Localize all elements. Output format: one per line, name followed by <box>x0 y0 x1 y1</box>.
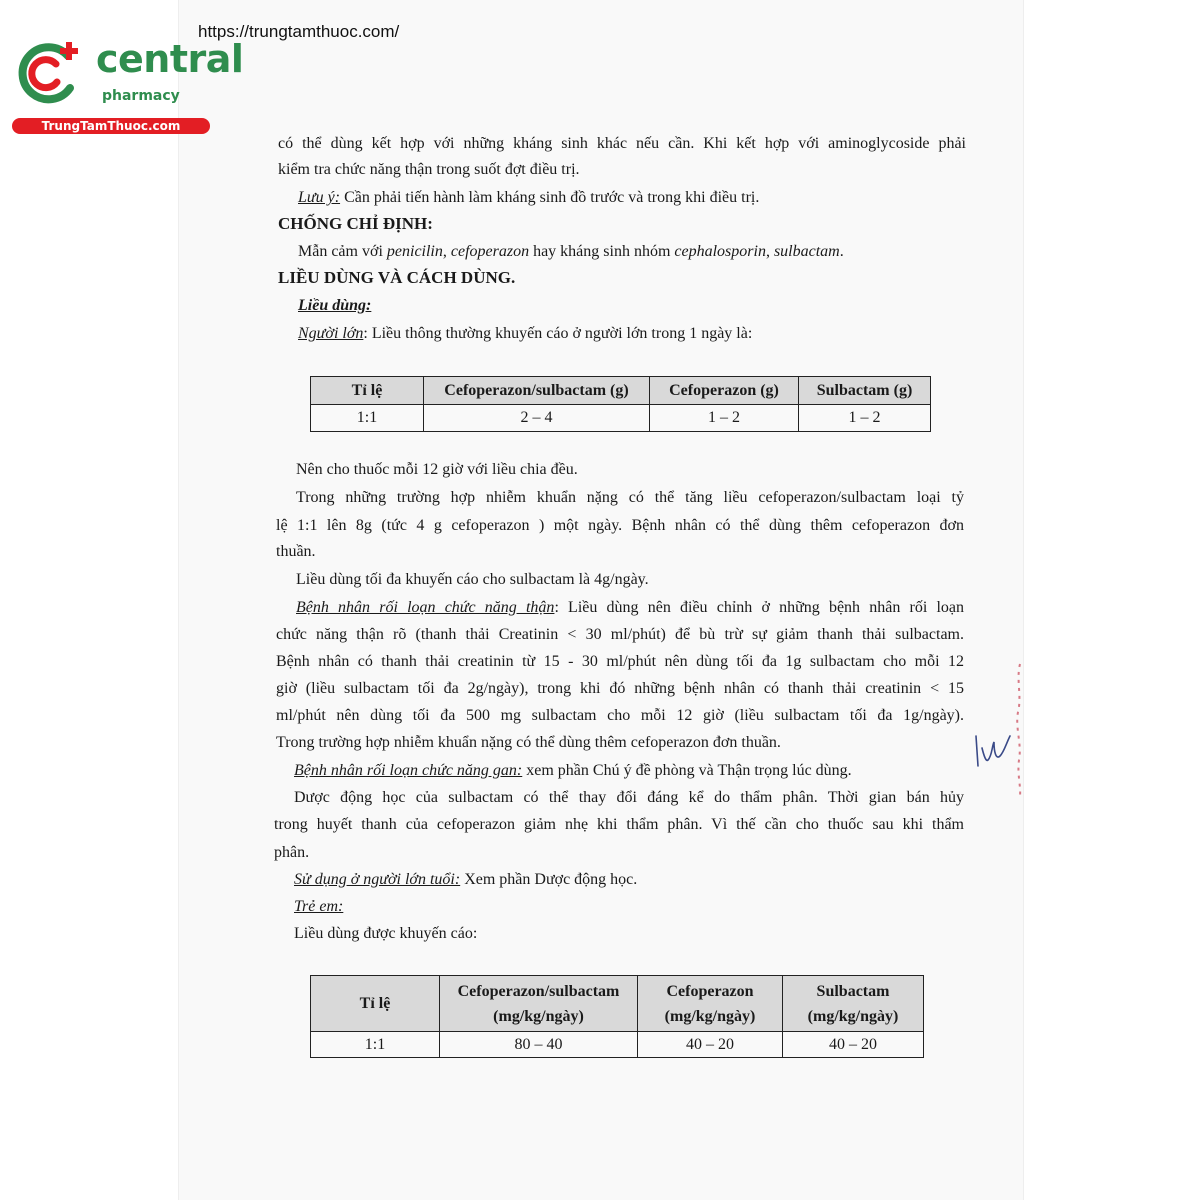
table-cell: 40 – 20 <box>638 1032 783 1058</box>
dosage-heading: LIỀU DÙNG VÀ CÁCH DÙNG. <box>278 268 516 287</box>
red-stamp-edge-icon <box>1012 660 1026 800</box>
text-run: Mẫn cảm với <box>298 243 387 260</box>
child-label: Trẻ em: <box>294 898 344 915</box>
brand-subtitle: pharmacy <box>102 88 180 104</box>
elderly-text: Xem phần Dược động học. <box>460 871 638 888</box>
table-row <box>311 405 931 432</box>
adult-dose-table <box>310 376 931 432</box>
paragraph-line: chức năng thận rõ (thanh thải Creatinin < 30 ml/phút) để bù trừ sự giảm thanh thải sulbactam. <box>276 626 964 643</box>
table-cell: 80 – 40 <box>440 1032 638 1058</box>
table-header-cell: Sulbactam (g) <box>799 377 931 405</box>
contraindication-text <box>298 242 844 262</box>
child-subheading <box>294 897 343 917</box>
adult-paragraph <box>298 324 752 344</box>
dose-colon: : <box>366 297 372 314</box>
paragraph-line: Bệnh nhân có thanh thải creatinin từ 15 - 30 ml/phút nên dùng tối đa 1g sulbactam cho mỗi 12 <box>276 653 964 670</box>
elderly-label: Sử dụng ở người lớn tuổi: <box>294 871 461 888</box>
drug-name: cefoperazon <box>450 243 530 260</box>
paragraph-line: Nên cho thuốc mỗi 12 giờ với liều chia đều. <box>296 461 578 478</box>
elderly-paragraph <box>294 870 637 890</box>
brand-website-band: TrungTamThuoc.com <box>12 118 210 134</box>
paragraph-line: phân. <box>274 844 310 861</box>
renal-text: : Liều dùng nên điều chỉnh ở những bệnh nhân rối loạn <box>554 599 964 616</box>
drug-name: sulbactam <box>773 243 840 260</box>
paragraph-line: thuần. <box>276 543 316 560</box>
paragraph-line: giờ (liều sulbactam tối đa 2g/ngày), trong khi đó những bệnh nhân có thanh thải creatinin < 15 <box>276 680 964 697</box>
paragraph-line: Liều dùng tối đa khuyến cáo cho sulbactam là 4g/ngày. <box>296 571 649 588</box>
table-header-cell: Tỉ lệ <box>311 377 424 405</box>
header-line: (mg/kg/ngày) <box>807 1007 899 1025</box>
table-header-row <box>311 976 924 1032</box>
dose-subheading <box>298 296 371 316</box>
paragraph-line: lệ 1:1 lên 8g (tức 4 g cefoperazon ) một ngày. Bệnh nhân có thể dùng thêm cefoperazon đơn <box>276 517 964 534</box>
text-run: , <box>442 243 451 260</box>
site-url[interactable]: https://trungtamthuoc.com/ <box>198 22 400 41</box>
table-cell: 1 – 2 <box>650 405 799 432</box>
paragraph-line: kiểm tra chức năng thận trong suốt đợt điều trị. <box>278 161 580 178</box>
table-header-cell: Tỉ lệ <box>311 976 440 1032</box>
table-cell: 1:1 <box>311 1032 440 1058</box>
header-line: Sulbactam <box>816 982 890 1000</box>
note-label: Lưu ý: <box>298 189 341 206</box>
renal-paragraph-line <box>296 598 964 618</box>
text-run: hay kháng sinh nhóm <box>529 243 675 260</box>
child-dose-table <box>310 975 924 1058</box>
table-cell: 1:1 <box>311 405 424 432</box>
brand-name: central <box>96 37 244 81</box>
drug-name: cephalosporin <box>674 243 766 260</box>
dose-label: Liều dùng <box>298 297 367 314</box>
liver-text: xem phần Chú ý đề phòng và Thận trọng lúc dùng. <box>522 762 852 779</box>
note-text: Cần phải tiến hành làm kháng sinh đồ trước và trong khi điều trị. <box>340 189 760 206</box>
adult-label: Người lớn <box>298 325 364 342</box>
left-margin <box>0 0 178 1200</box>
text-run: . <box>839 243 844 260</box>
pharmacy-cross-logo-icon <box>10 38 90 108</box>
paragraph-line: ml/phút nên dùng tối đa 500 mg sulbactam cho mỗi 12 giờ (liều sulbactam tối đa 1g/ngày). <box>276 707 964 724</box>
renal-label: Bệnh nhân rối loạn chức năng thận <box>296 599 555 616</box>
central-pharmacy-logo <box>10 37 244 138</box>
paragraph-line: Liều dùng được khuyến cáo: <box>294 925 478 942</box>
table-header-cell: Cefoperazon (g) <box>650 377 799 405</box>
header-line: (mg/kg/ngày) <box>493 1007 584 1025</box>
paragraph-line: Trong những trường hợp nhiễm khuẩn nặng có thể tăng liều cefoperazon/sulbactam loại tỷ <box>296 489 964 506</box>
table-header-row <box>311 377 931 405</box>
liver-label: Bệnh nhân rối loạn chức năng gan: <box>294 762 523 779</box>
contraindication-heading: CHỐNG CHỈ ĐỊNH: <box>278 214 433 233</box>
header-line: (mg/kg/ngày) <box>664 1007 756 1025</box>
adult-text: : Liều thông thường khuyến cáo ở người lớn trong 1 ngày là: <box>363 325 753 342</box>
paragraph-line: Trong trường hợp nhiễm khuẩn nặng có thể dùng thêm cefoperazon đơn thuần. <box>276 734 781 751</box>
table-cell: 1 – 2 <box>799 405 931 432</box>
paragraph-line: trong huyết thanh của cefoperazon giảm nhẹ khi thẩm phân. Vì thế cần cho thuốc sau khi thẩm <box>274 816 964 833</box>
table-header-cell <box>440 976 638 1032</box>
table-header-cell <box>783 976 924 1032</box>
header-line: Cefoperazon <box>666 982 754 1000</box>
paragraph-line: Dược động học của sulbactam có thể thay đổi đáng kể do thẩm phân. Thời gian bán hủy <box>294 789 964 806</box>
note-paragraph <box>298 188 759 208</box>
header-line: Cefoperazon/sulbactam <box>457 982 620 1000</box>
drug-name: penicilin <box>386 243 443 260</box>
paragraph-line: có thể dùng kết hợp với những kháng sinh khác nếu cần. Khi kết hợp với aminoglycoside phải <box>278 135 966 152</box>
table-cell: 40 – 20 <box>783 1032 924 1058</box>
table-header-cell: Cefoperazon/sulbactam (g) <box>424 377 650 405</box>
text-run: , <box>765 243 774 260</box>
table-header-cell <box>638 976 783 1032</box>
right-margin <box>1024 0 1200 1200</box>
table-cell: 2 – 4 <box>424 405 650 432</box>
table-row <box>311 1032 924 1058</box>
liver-paragraph <box>294 761 852 781</box>
